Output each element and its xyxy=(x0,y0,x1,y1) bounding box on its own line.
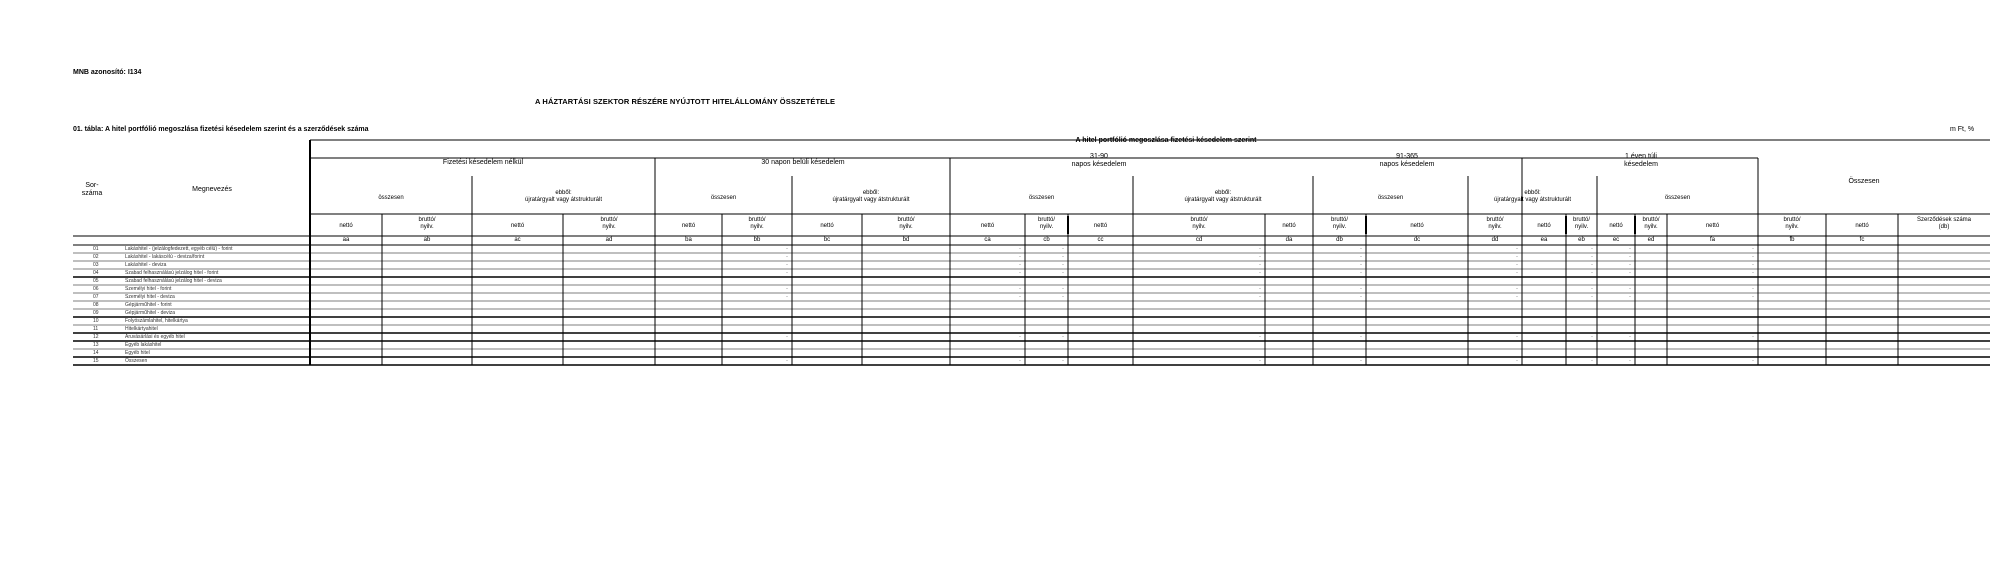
header-total: Összesen xyxy=(1848,178,1880,185)
header-gross: bruttó/ nyilv. xyxy=(1037,217,1056,230)
empty-cell-mark: · xyxy=(1516,254,1518,260)
row-label: Gépjárműhitel - forint xyxy=(125,302,172,308)
header-gross: bruttó/ nyilv. xyxy=(897,217,915,230)
column-code: dc xyxy=(1413,237,1421,243)
column-code: cb xyxy=(1043,237,1050,243)
empty-cell-mark: · xyxy=(1259,246,1261,252)
header-gross: bruttó/ nyilv. xyxy=(1330,217,1349,230)
empty-cell-mark: · xyxy=(1360,294,1362,300)
empty-cell-mark: · xyxy=(1752,286,1754,292)
header-group-no-delay: Fizetési késedelem nélkül xyxy=(442,159,524,166)
header-sub-restructured: ebből: újratárgyalt vagy átstrukturált xyxy=(1184,190,1262,203)
empty-cell-mark: · xyxy=(1259,270,1261,276)
empty-cell-mark: · xyxy=(1752,334,1754,340)
empty-cell-mark: · xyxy=(1019,270,1021,276)
row-number: 05 xyxy=(93,278,99,284)
column-code: ba xyxy=(685,237,692,243)
empty-cell-mark: · xyxy=(1019,334,1021,340)
header-group-91-365: 91-365 napos késedelem xyxy=(1379,153,1435,169)
header-net: nettó xyxy=(1609,223,1623,229)
header-sub-total: összesen xyxy=(710,195,737,201)
header-net: nettó xyxy=(1855,223,1869,229)
header-net: nettó xyxy=(339,223,353,229)
empty-cell-mark: · xyxy=(1062,358,1064,364)
header-net: nettó xyxy=(980,223,995,229)
row-label: Hitelkártyahitel xyxy=(125,326,158,332)
column-code: ed xyxy=(1647,237,1655,243)
header-description: Megnevezés xyxy=(192,186,232,193)
empty-cell-mark: · xyxy=(1062,246,1064,252)
empty-cell-mark: · xyxy=(1516,294,1518,300)
empty-cell-mark: · xyxy=(1360,286,1362,292)
empty-cell-mark: · xyxy=(1019,294,1021,300)
column-code: db xyxy=(1336,237,1343,243)
empty-cell-mark: · xyxy=(1259,358,1261,364)
empty-cell-mark: · xyxy=(1019,262,1021,268)
empty-cell-mark: · xyxy=(1629,246,1631,252)
header-gross: bruttó/ nyilv. xyxy=(1783,217,1801,230)
empty-cell-mark: · xyxy=(1591,262,1593,268)
empty-cell-mark: · xyxy=(1019,246,1021,252)
empty-cell-mark: · xyxy=(1360,262,1362,268)
column-code: ac xyxy=(514,237,521,243)
row-label: Összesen xyxy=(125,358,148,364)
row-number: 12 xyxy=(93,334,99,340)
empty-cell-mark: · xyxy=(1752,246,1754,252)
header-net: nettó xyxy=(1410,223,1424,229)
header-net: nettó xyxy=(1093,223,1108,229)
empty-cell-mark: · xyxy=(1259,294,1261,300)
empty-cell-mark: · xyxy=(1752,294,1754,300)
empty-cell-mark: · xyxy=(786,254,788,260)
row-label: Egyéb lakáshitel xyxy=(125,342,162,348)
empty-cell-mark: · xyxy=(1019,358,1021,364)
column-code: cd xyxy=(1195,237,1203,243)
empty-cell-mark: · xyxy=(1259,334,1261,340)
header-net: nettó xyxy=(1705,223,1720,229)
empty-cell-mark: · xyxy=(786,358,788,364)
header-sub-total: összesen xyxy=(1377,195,1404,201)
row-label: Szabad felhasználású jelzálog hitel - deviza xyxy=(125,278,222,284)
empty-cell-mark: · xyxy=(1591,358,1593,364)
row-label: Személyi hitel - deviza xyxy=(125,294,175,300)
empty-cell-mark: · xyxy=(786,246,788,252)
empty-cell-mark: · xyxy=(1591,286,1593,292)
empty-cell-mark: · xyxy=(1516,358,1518,364)
row-number: 02 xyxy=(93,254,99,260)
row-number: 06 xyxy=(93,286,99,292)
empty-cell-mark: · xyxy=(1259,262,1261,268)
column-code: ec xyxy=(1612,237,1620,243)
empty-cell-mark: · xyxy=(1360,334,1362,340)
empty-cell-mark: · xyxy=(1360,254,1362,260)
header-gross: bruttó/ nyilv. xyxy=(600,217,618,230)
header-net: nettó xyxy=(510,223,525,229)
row-label: Személyi hitel - forint xyxy=(125,286,172,292)
empty-cell-mark: · xyxy=(1591,270,1593,276)
column-code: fa xyxy=(1709,237,1716,243)
header-net: nettó xyxy=(820,223,834,229)
empty-cell-mark: · xyxy=(786,270,788,276)
empty-cell-mark: · xyxy=(1516,334,1518,340)
row-number: 01 xyxy=(93,246,99,252)
row-label: Lakáshitel - lakáscélú - deviza/forint xyxy=(125,254,205,260)
column-code: da xyxy=(1285,237,1293,243)
empty-cell-mark: · xyxy=(1629,358,1631,364)
empty-cell-mark: · xyxy=(1591,294,1593,300)
column-code: fb xyxy=(1789,237,1795,243)
empty-cell-mark: · xyxy=(786,286,788,292)
empty-cell-mark: · xyxy=(786,334,788,340)
empty-cell-mark: · xyxy=(1360,246,1362,252)
column-code: ea xyxy=(1540,237,1548,243)
empty-cell-mark: · xyxy=(1629,270,1631,276)
header-gross: bruttó/ nyilv. xyxy=(1642,217,1660,230)
empty-cell-mark: · xyxy=(1516,270,1518,276)
document-title: A HÁZTARTÁSI SZEKTOR RÉSZÉRE NYÚJTOTT HITELÁLLOMÁNY ÖSSZETÉTELE xyxy=(535,97,836,106)
table-title: 01. tábla: A hitel portfólió megoszlása fizetési késedelem szerint és a szerződések száma xyxy=(73,126,369,133)
header-group-1-year: 1 éven túli késedelem xyxy=(1624,153,1658,169)
row-label: Lakáshitel - (jelzálogfedezett, egyéb célú) - forint xyxy=(125,246,233,252)
row-number: 10 xyxy=(93,318,99,324)
empty-cell-mark: · xyxy=(786,294,788,300)
header-gross: bruttó/ nyilv. xyxy=(1486,217,1504,230)
column-code: cc xyxy=(1097,237,1104,243)
empty-cell-mark: · xyxy=(786,262,788,268)
empty-cell-mark: · xyxy=(1516,262,1518,268)
column-code: ab xyxy=(423,237,431,243)
empty-cell-mark: · xyxy=(1019,254,1021,260)
page-number: m Ft, % xyxy=(1950,126,1975,133)
empty-cell-mark: · xyxy=(1360,358,1362,364)
empty-cell-mark: · xyxy=(1062,294,1064,300)
header-row-number: Sor- száma xyxy=(81,182,103,198)
row-number: 09 xyxy=(93,310,99,316)
column-code: fc xyxy=(1859,237,1865,243)
empty-cell-mark: · xyxy=(1629,294,1631,300)
empty-cell-mark: · xyxy=(1516,246,1518,252)
empty-cell-mark: · xyxy=(1752,254,1754,260)
row-number: 11 xyxy=(93,326,99,332)
header-portfolio: A hitel portfólió megoszlása fizetési késedelem szerint xyxy=(1075,137,1257,144)
empty-cell-mark: · xyxy=(1259,286,1261,292)
header-sub-restructured: ebből: újratárgyalt vagy átstrukturált xyxy=(524,190,603,203)
row-label: Folyószámlahitel, hitelkártya xyxy=(125,318,188,324)
empty-cell-mark: · xyxy=(1591,246,1593,252)
row-label: Egyéb hitel xyxy=(125,350,150,356)
header-gross: bruttó/ nyilv. xyxy=(418,217,436,230)
row-label: Lakáshitel - deviza xyxy=(125,262,167,268)
empty-cell-mark: · xyxy=(1062,262,1064,268)
row-number: 04 xyxy=(93,270,99,276)
row-label: Szabad felhasználású jelzálog hitel - forint xyxy=(125,270,219,276)
empty-cell-mark: · xyxy=(1752,270,1754,276)
column-code: bc xyxy=(823,237,831,243)
column-code: eb xyxy=(1578,237,1585,243)
header-sub-restructured: ebből: újratárgyalt vagy átstrukturált xyxy=(1493,190,1572,203)
empty-cell-mark: · xyxy=(1062,334,1064,340)
column-code: bd xyxy=(902,237,910,243)
row-label: Gépjárműhitel - deviza xyxy=(125,310,176,316)
column-code: dd xyxy=(1491,237,1499,243)
empty-cell-mark: · xyxy=(1062,286,1064,292)
empty-cell-mark: · xyxy=(1360,270,1362,276)
empty-cell-mark: · xyxy=(1516,286,1518,292)
empty-cell-mark: · xyxy=(1019,286,1021,292)
column-code: aa xyxy=(342,237,350,243)
column-code: ad xyxy=(605,237,613,243)
header-gross: bruttó/ nyilv. xyxy=(748,217,766,230)
header-contracts: Szerződések száma (db) xyxy=(1916,217,1972,230)
column-code: bb xyxy=(753,237,761,243)
header-gross: bruttó/ nyilv. xyxy=(1190,217,1208,230)
empty-cell-mark: · xyxy=(1629,334,1631,340)
empty-cell-mark: · xyxy=(1752,358,1754,364)
row-number: 08 xyxy=(93,302,99,308)
header-sub-total: összesen xyxy=(1664,195,1691,201)
empty-cell-mark: · xyxy=(1591,334,1593,340)
empty-cell-mark: · xyxy=(1752,262,1754,268)
empty-cell-mark: · xyxy=(1062,254,1064,260)
header-group-31-90: 31-90 napos késedelem xyxy=(1071,153,1127,169)
header-sub-total: összesen xyxy=(378,195,404,201)
row-number: 15 xyxy=(93,358,99,364)
row-number: 13 xyxy=(93,342,99,348)
header-net: nettó xyxy=(681,223,696,229)
empty-cell-mark: · xyxy=(1062,270,1064,276)
header-net: nettó xyxy=(1537,223,1551,229)
row-number: 07 xyxy=(93,294,99,300)
row-number: 14 xyxy=(93,350,99,356)
document-code: MNB azonosító: I134 xyxy=(73,69,142,76)
header-group-30-days: 30 napon belüli késedelem xyxy=(761,159,845,166)
column-code: ca xyxy=(984,237,991,243)
header-gross: bruttó/ nyilv. xyxy=(1572,217,1591,230)
empty-cell-mark: · xyxy=(1629,262,1631,268)
empty-cell-mark: · xyxy=(1259,254,1261,260)
header-sub-restructured: ebből: újratárgyalt vagy átstrukturált xyxy=(832,190,910,203)
header-net: nettó xyxy=(1282,223,1296,229)
row-number: 03 xyxy=(93,262,99,268)
empty-cell-mark: · xyxy=(1591,254,1593,260)
empty-cell-mark: · xyxy=(1629,286,1631,292)
header-sub-total: összesen xyxy=(1028,195,1055,201)
row-label: Áruvásárlási és egyéb hitel xyxy=(125,334,185,340)
empty-cell-mark: · xyxy=(1629,254,1631,260)
